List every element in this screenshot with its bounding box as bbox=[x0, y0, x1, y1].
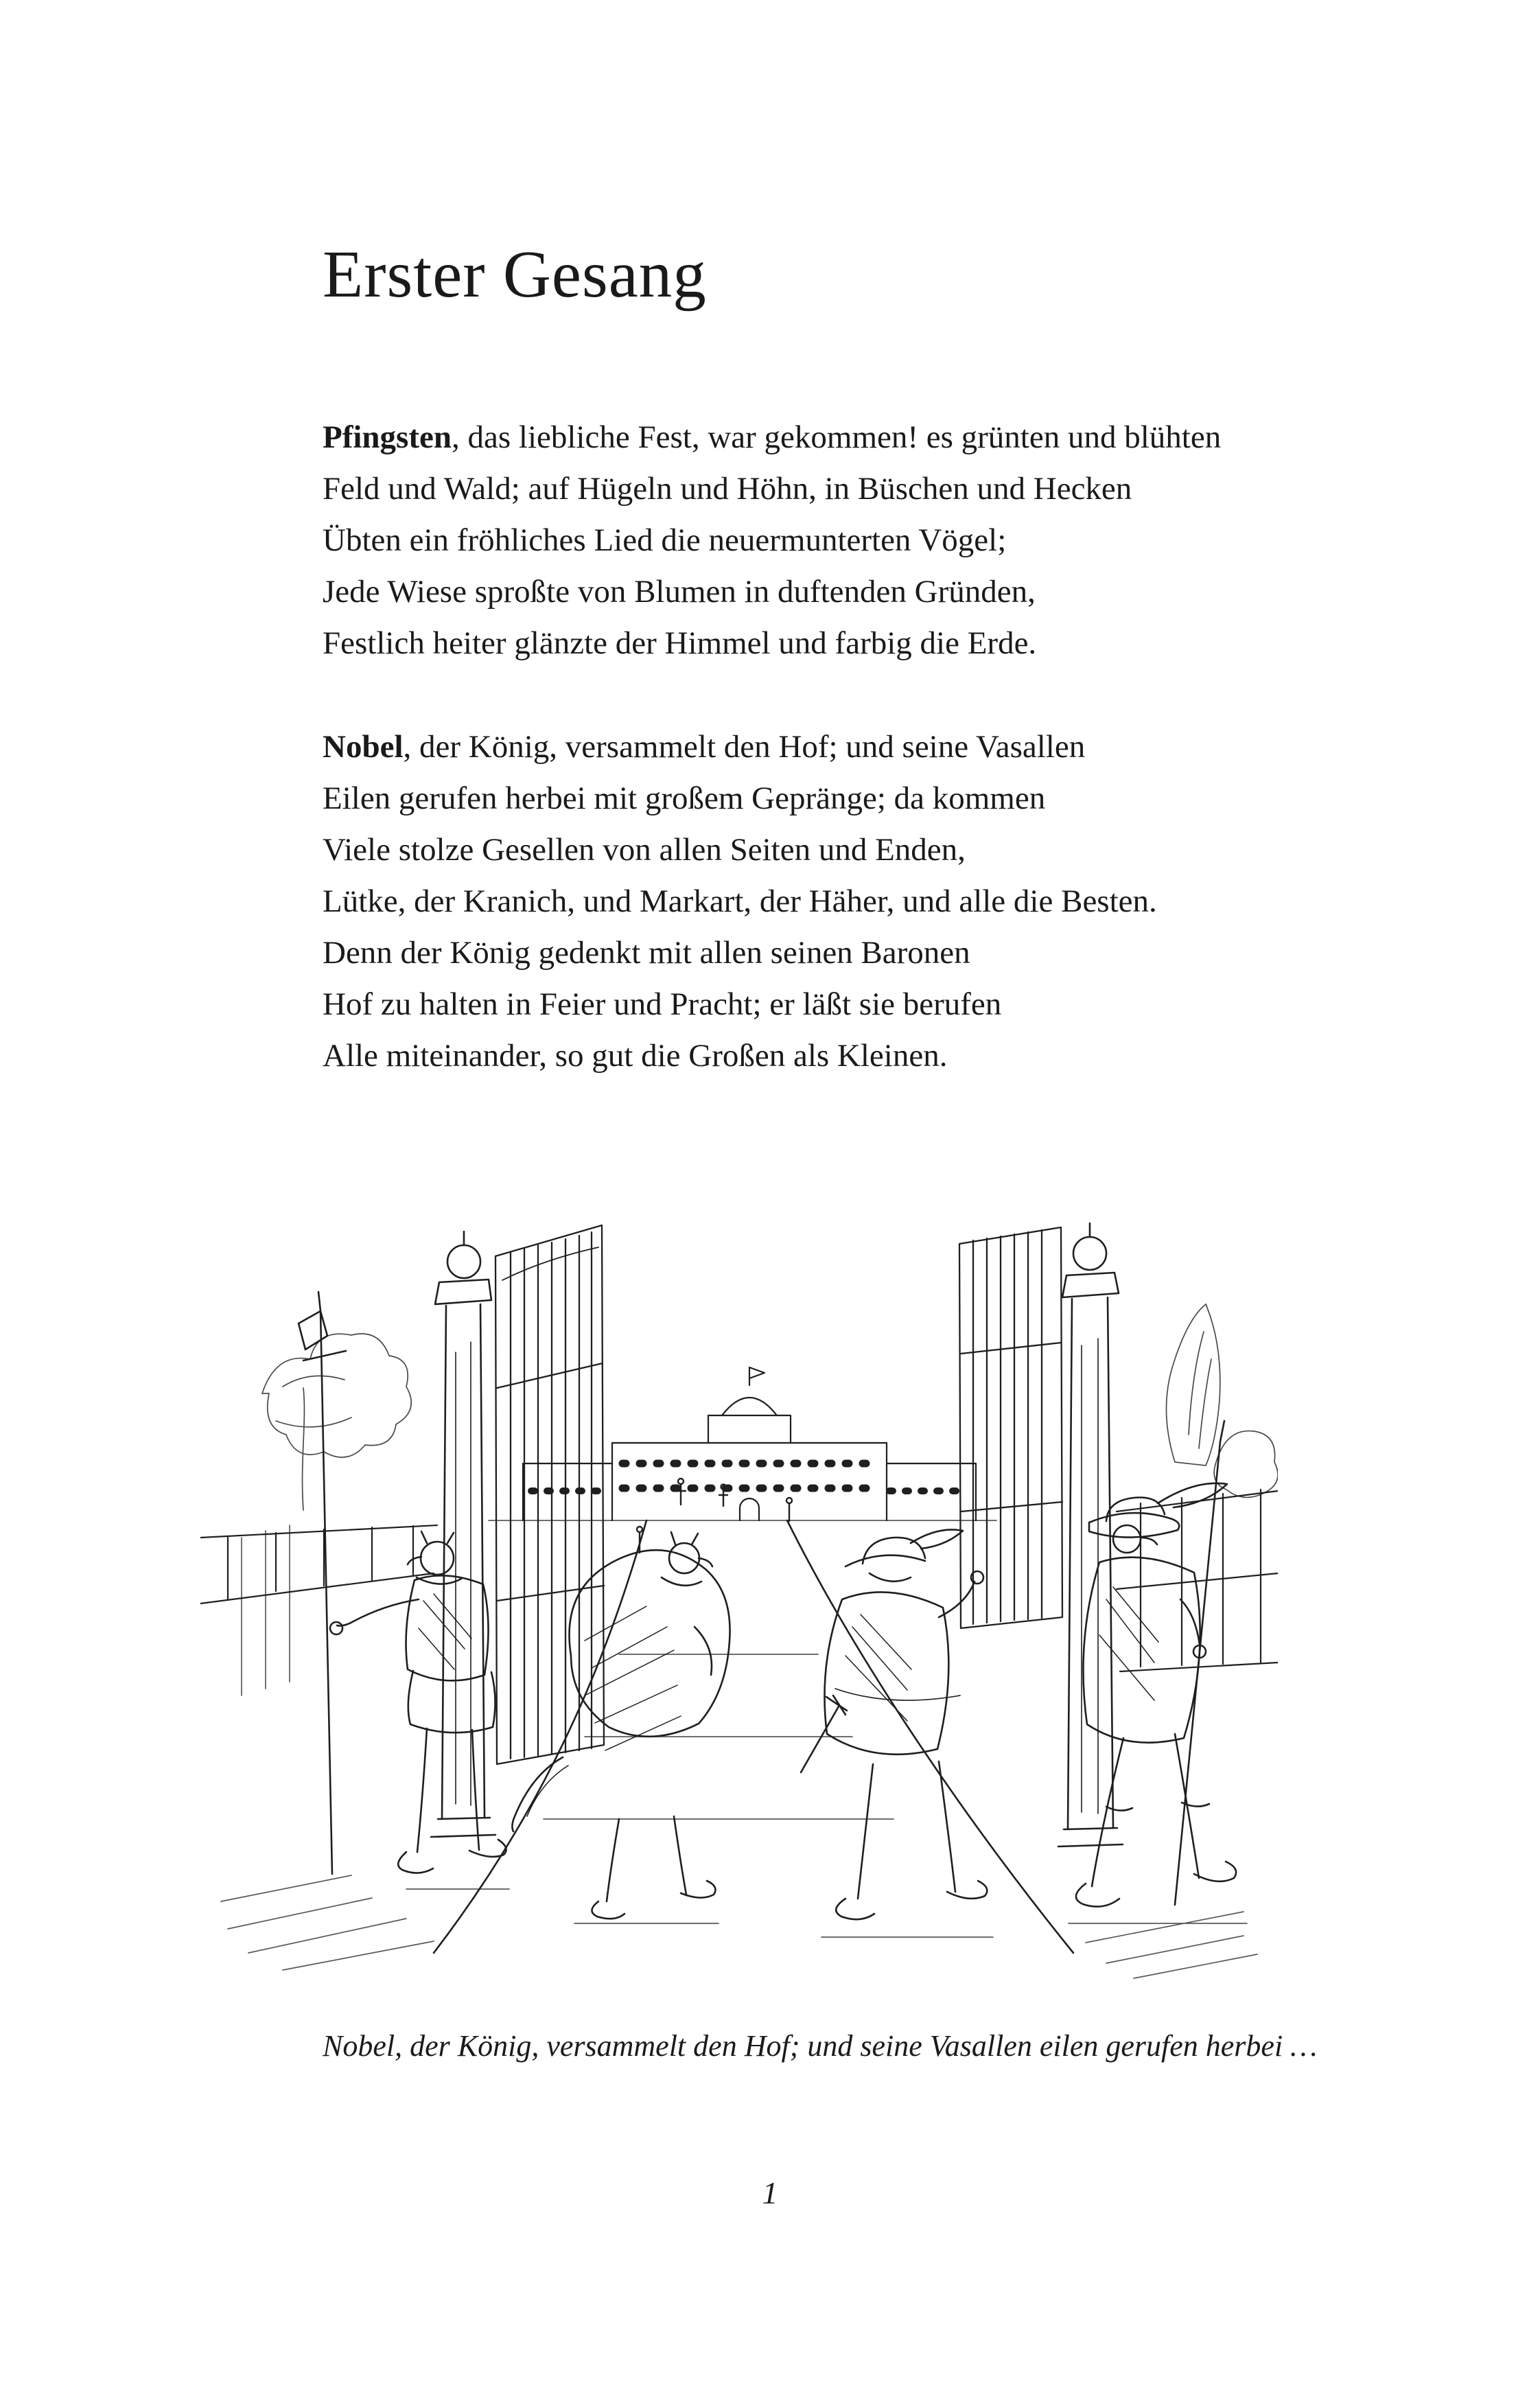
verse-line: Feld und Wald; auf Hügeln und Höhn, in Büschen und Hecken bbox=[323, 471, 1132, 507]
right-gate-door bbox=[959, 1227, 1062, 1628]
poem-text bbox=[323, 412, 1338, 1082]
lead-word: Nobel bbox=[323, 729, 404, 765]
lead-word: Pfingsten bbox=[323, 419, 452, 455]
verse-line bbox=[323, 721, 1338, 773]
verse-line: Lütke, der Kranich, und Markart, der Häher, und alle die Besten. bbox=[323, 883, 1157, 919]
verse-line: Übten ein fröhliches Lied die neuermunterten Vögel; bbox=[323, 522, 1007, 558]
verse-line: Viele stolze Gesellen von allen Seiten und Enden, bbox=[323, 832, 966, 868]
verse-line: Denn der König gedenkt mit allen seinen Baronen bbox=[323, 935, 970, 971]
page-number: 1 bbox=[762, 2175, 778, 2210]
illustration-sketch bbox=[200, 1215, 1278, 1984]
stanza-1 bbox=[323, 412, 1338, 669]
stanza-2 bbox=[323, 721, 1338, 1082]
left-fence bbox=[200, 1525, 437, 1604]
verse-line: Eilen gerufen herbei mit großem Gepränge; da kommen bbox=[323, 780, 1046, 816]
standard-pole bbox=[299, 1292, 346, 1874]
left-gate-door bbox=[495, 1225, 604, 1764]
left-gate-pillar bbox=[431, 1231, 495, 1837]
verse-line: Alle miteinander, so gut die Großen als Kleinen. bbox=[323, 1038, 948, 1074]
verse-line: Hof zu halten in Feier und Pracht; er läßt sie berufen bbox=[323, 986, 1002, 1022]
verse-line: Jede Wiese sproßte von Blumen in duftenden Gründen, bbox=[323, 574, 1036, 610]
verse-line bbox=[323, 412, 1338, 463]
verse-text: , das liebliche Fest, war gekommen! es grünten und blühten bbox=[452, 419, 1222, 455]
verse-line: Festlich heiter glänzte der Himmel und farbig die Erde. bbox=[323, 625, 1037, 661]
illustration bbox=[200, 1215, 1278, 1984]
verse-text: , der König, versammelt den Hof; und seine Vasallen bbox=[403, 729, 1086, 765]
chapter-title: Erster Gesang bbox=[323, 238, 707, 311]
ground-hatching bbox=[221, 1520, 1257, 1978]
figure-4 bbox=[1076, 1421, 1236, 1907]
figure-3 bbox=[801, 1529, 987, 1919]
illustration-caption: Nobel, der König, versammelt den Hof; und seine Vasallen eilen gerufen herbei … bbox=[323, 2029, 1318, 2063]
figure-2 bbox=[512, 1532, 730, 1919]
